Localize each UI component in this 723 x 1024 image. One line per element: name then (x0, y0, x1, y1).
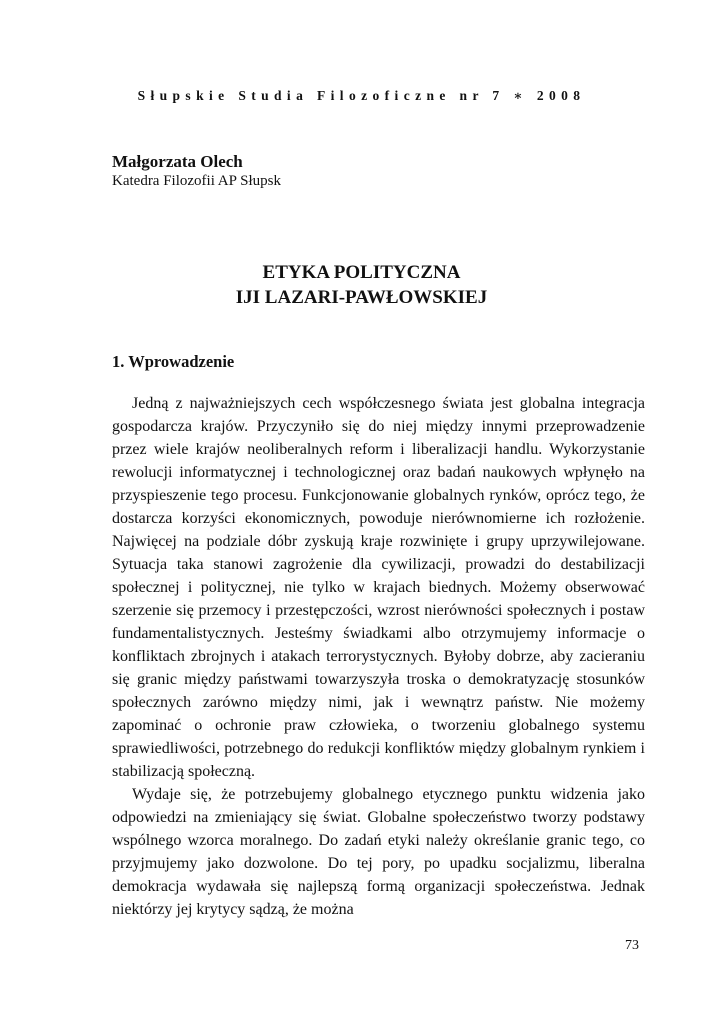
section-heading: 1. Wprowadzenie (112, 352, 235, 371)
paragraph-1: Jedną z najważniejszych cech współczesnego świata jest globalna integracja gospodarcza krajów. Przyczyniło się do niej między innymi przeprowadzenie przez wiele krajów neoliberalnych reform i liberalizacji handlu. Wykorzystanie rewolucji informatycznej i technologicznej oraz badań naukowych wpłynęło na przyspieszenie tego procesu. Funkcjonowanie globalnych rynków, oprócz tego, że dostarcza korzyści ekonomicznych, powoduje nierównomierne ich rozłożenie. Najwięcej na podziale dóbr zyskują kraje rozwinięte i grupy uprzywilejowane. Sytuacja taka stanowi zagrożenie dla cywilizacji, prowadzi do destabilizacji społecznej i politycznej, nie tylko w krajach biednych. Możemy obserwować szerzenie się przemocy i przestępczości, wzrost nierówności społecznych i postaw fundamentalistycznych. Jesteśmy świadkami albo otrzymujemy informacje o konfliktach zbrojnych i atakach terrorystycznych. Byłoby dobrze, aby zacieraniu się granic między państwami towarzyszyła troska o demokratyzację stosunków społecznych zarówno między nimi, jak i wewnątrz państw. Nie możemy zapominać o ochronie praw człowieka, o tworzeniu globalnego systemu sprawiedliwości, potrzebnego do redukcji konfliktów między globalnym rynkiem i stabilizacją społeczną. (112, 395, 645, 780)
author-affiliation: Katedra Filozofii AP Słupsk (112, 173, 282, 189)
author-block (112, 152, 281, 191)
body-text (112, 392, 645, 921)
article-title-line-1: ETYKA POLITYCZNA (262, 262, 461, 283)
article-title-line-2: IJI LAZARI-PAWŁOWSKIEJ (235, 287, 488, 308)
author-name: Małgorzata Olech (112, 152, 243, 171)
paragraph-2: Wydaje się, że potrzebujemy globalnego etycznego punktu widzenia jako odpowiedzi na zmieniający się świat. Globalne społeczeństwo tworzy podstawy wspólnego wzorca moralnego. Do zadań etyki należy określanie granic tego, co przyjmujemy jako dozwolone. Do tej pory, po upadku socjalizmu, liberalna demokracja wydawała się najlepszą formą organizacji społeczeństwa. Jednak niektórzy jej krytycy sądzą, że można (112, 786, 645, 918)
journal-header: Słupskie Studia Filozoficzne nr 7 ∗ 2008 (137, 88, 586, 103)
article-title (0, 260, 723, 310)
page-number: 73 (625, 938, 639, 953)
